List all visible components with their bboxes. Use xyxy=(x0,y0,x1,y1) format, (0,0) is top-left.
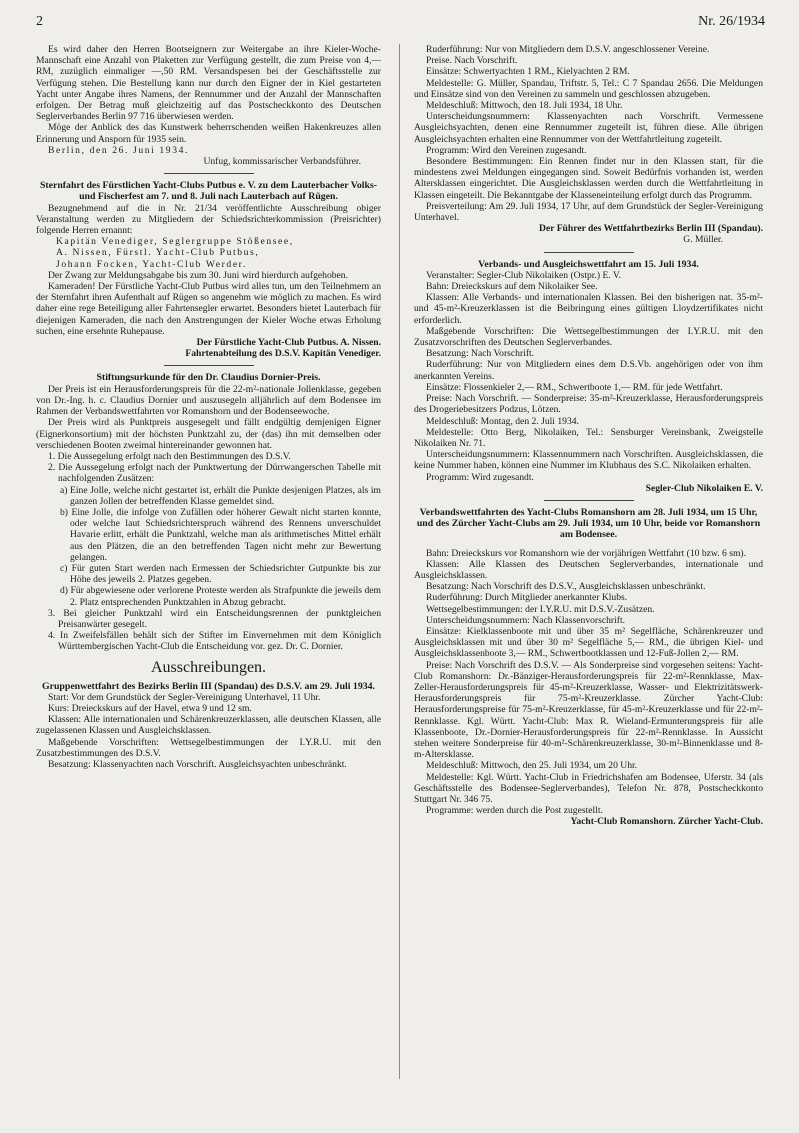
romanshorn-signature: Yacht-Club Romanshorn. Zürcher Yacht-Club. xyxy=(570,816,763,828)
sternfahrt-paragraph: Bezugnehmend auf die in Nr. 21/34 veröffentlichte Ausschreibung obiger Veranstaltung werden zu Mitgliedern der Schiedsrichterkommission (Preisrichter) folgende Herren ernannt: xyxy=(36,202,381,237)
stiftung-paragraph: Der Preis ist ein Herausforderungspreis für die 22-m²-nationale Jollenklasse, gegeben von Dr.-Ing. h. c. Claudius Dornier und auszusegeln alljährlich auf dem Bodensee im Rahmen der Verbandswettfahrten vor Romanshorn und der Bodenseewoche. xyxy=(36,383,381,418)
section-title-gruppenwettfahrt: Gruppenwettfahrt des Bezirks Berlin III (Spandau) des D.S.V. am 29. Juli 1934. xyxy=(42,680,375,692)
rule-item: 2. Die Aussegelung erfolgt nach der Punktwertung der Dürrwangerschen Tabelle mit nachfolgenden Zusätzen: xyxy=(48,462,381,485)
issue-number: Nr. 26/1934 xyxy=(698,14,765,29)
regatta-detail: Klassen: Alle internationalen und Schärenkreuzerklassen, alle deutschen Klassen, alle zugelassenen Klassen und Ausgleichsklassen. xyxy=(36,714,381,737)
regatta-detail: Meldestelle: Kgl. Württ. Yacht-Club in Friedrichshafen am Bodensee, Uferstr. 34 (als Geschäftsstelle des Bodensee-Seglerverbandes), Telefon Nr. 878, Postscheckkonto Stuttgart Nr. 346 75. xyxy=(414,771,763,805)
bezirk-signature: Der Führer des Wettfahrtbezirks Berlin III (Spandau). xyxy=(539,223,763,235)
regatta-detail: Ruderführung: Durch Mitglieder anerkannter Klubs. xyxy=(426,592,628,604)
regatta-detail: Meldestelle: Otto Berg, Nikolaiken, Tel.: Sensburger Vereinsbank, Zweigstelle Nikolaiken Nr. 71. xyxy=(414,426,763,449)
stiftung-rules-list xyxy=(36,608,381,653)
regatta-detail: Programm: Wird den Vereinen zugesandt. xyxy=(426,144,587,156)
regatta-detail: Maßgebende Vorschriften: Die Wettsegelbestimmungen der I.Y.R.U. mit den Zusatzvorschriften des Deutschen Seglerverbandes. xyxy=(414,325,763,349)
regatta-detail: Preise. Nach Vorschrift. xyxy=(426,55,518,67)
stiftung-subrules-list xyxy=(36,485,381,608)
regatta-detail: Unterscheidungsnummern: Nach Klassenvorschrift. xyxy=(426,614,626,626)
intro-paragraph: Möge der Anblick des das Kunstwerk beherrschenden weißen Hakenkreuzes allen Erinnerung und Ansporn für 1935 sein. xyxy=(36,122,381,145)
regatta-detail: Wettsegelbestimmungen: der I.Y.R.U. mit D.S.V.-Zusätzen. xyxy=(426,603,655,615)
sternfahrt-paragraph: Kameraden! Der Fürstliche Yacht-Club Putbus wird alles tun, um den Teilnehmern an der Sternfahrt ihren Aufenthalt auf Rügen so angenehm wie möglich zu machen. Es wird daher eine rege Beteiligung aller Fahrtensegler erwartet. Besonders bietet Lauterbach für diejenigen Kameraden, die nach den Anstrengungen der Kieler Woche etwas Erholung suchen, eine ersehnte Ruhepause. xyxy=(36,281,381,337)
regatta-detail: Preise: Nach Vorschrift. — Sonderpreise: 35-m²-Kreuzerklasse, Herausforderungspreis des Drogeriebesitzers Podzus, Lötzen. xyxy=(414,393,763,416)
regatta-detail: Klassen: Alle Verbands- und internationalen Klassen. Bei den bisherigen nat. 35-m²- und 45-m²-Kreuzerklassen ist die Beibringung eines gültigen Lloydzertifikates nicht erforderlich. xyxy=(414,292,763,326)
judge-name: Kapitän Venediger, Seglergruppe Stößensee, xyxy=(56,236,294,248)
regatta-detail: Start: Vor dem Grundstück der Segler-Vereinigung Unterhavel, 11 Uhr. xyxy=(48,691,321,703)
regatta-detail: Bahn: Dreieckskurs vor Romanshorn wie der vorjährigen Wettfahrt (10 bzw. 6 sm). xyxy=(426,547,747,559)
stiftung-paragraph: Der Preis wird als Punktpreis ausgesegelt und fällt endgültig demjenigen Eigner (Eignerkonsortium) mit der höchsten Punktzahl zu, der (das) ihn mit demselben oder verschiedenen Booten zweimal hintereinander gewonnen hat. xyxy=(36,417,381,451)
subrule-item: a) Eine Jolle, welche nicht gestartet ist, erhält die Punkte desjenigen Platzes, als im ganzen Jollen der betreffenden Klasse gemeldet sind. xyxy=(60,484,381,507)
regatta-detail: Programm: Wird zugesandt. xyxy=(426,471,534,483)
section-rule xyxy=(544,500,634,501)
subrule-item: c) Für guten Start werden nach Ermessen der Schiedsrichter Gutpunkte bis zur Höhe des jeweils 2. Platzes gegeben. xyxy=(60,562,381,586)
judge-name: Johann Focken, Yacht-Club Werder. xyxy=(56,258,247,270)
column-divider xyxy=(399,44,400,1079)
judges-list xyxy=(36,236,381,270)
regatta-detail: Kurs: Dreieckskurs auf der Havel, etwa 9 und 12 sm. xyxy=(48,702,252,714)
regatta-detail: Meldeschluß: Mittwoch, den 25. Juli 1934, um 20 Uhr. xyxy=(426,760,638,772)
rule-item: 4. In Zweifelsfällen behält sich der Stifter im Einvernehmen mit dem Königlich Württembergischen Yacht-Club die Entscheidung vor. gez. Dr. C. Dornier. xyxy=(48,630,381,653)
section-title-nikolaiken: Verbands- und Ausgleichswettfahrt am 15. Juli 1934. xyxy=(478,258,699,270)
regatta-detail: Meldeschluß: Mittwoch, den 18. Juli 1934, 18 Uhr. xyxy=(426,100,623,112)
section-title-sternfahrt: Sternfahrt des Fürstlichen Yacht-Clubs Putbus e. V. zu dem Lauterbacher Volks- und Fischerfest am 7. und 8. Juli nach Lauterbach auf Rügen. xyxy=(39,180,378,203)
regatta-detail: Unterscheidungsnummern: Klassennummern nach Vorschriften. Ausgleichsklassen, die keine Nummer haben, können eine Nummer im Klubhaus des S.C. Nikolaiken erhalten. xyxy=(414,449,763,472)
regatta-detail: Maßgebende Vorschriften: Wettsegelbestimmungen der I.Y.R.U. mit den Zusatzbestimmungen des D.S.V. xyxy=(36,736,381,759)
rule-item: 3. Bei gleicher Punktzahl wird ein Entscheidungsrennen der punktgleichen Preisanwärter gesegelt. xyxy=(48,607,381,630)
regatta-detail: Preisverteilung: Am 29. Juli 1934, 17 Uhr, auf dem Grundstück der Segler-Vereinigung Unterhavel. xyxy=(414,200,763,224)
regatta-detail: Veranstalter: Segler-Club Nikolaiken (Ostpr.) E. V. xyxy=(426,269,622,281)
bezirk-signature-name: G. Müller. xyxy=(683,234,723,246)
regatta-detail: Klassen: Alle Klassen des Deutschen Seglerverbandes, internationale und Ausgleichsklassen. xyxy=(414,558,763,581)
regatta-detail: Einsätze: Flossenkieler 2,— RM., Schwertboote 1,— RM. für jede Wettfahrt. xyxy=(426,381,723,393)
regatta-detail: Ruderführung: Nur von Mitgliedern eines dem D.S.Vb. angehörigen oder von ihm anerkannten Vereins. xyxy=(414,359,763,382)
judge-name: A. Nissen, Fürstl. Yacht-Club Putbus, xyxy=(56,247,260,259)
section-rule xyxy=(164,173,254,174)
regatta-detail: Programme: werden durch die Post zugestellt. xyxy=(426,805,603,817)
regatta-detail: Besondere Bestimmungen: Ein Rennen findet nur in den Klassen statt, für die mindestens zwei Meldungen eingegangen sind. Soweit Bedürfnis vorhanden ist, werden Altersklassen eingerichtet. Die Ausgleichsklassen werden durch die Wettfahrtleitung in Klassen eingeteilt. Die Bekanntgabe der Klasseneinteilung erfolgt durch das Programm. xyxy=(414,156,763,201)
regatta-detail: Besatzung: Klassenyachten nach Vorschrift. Ausgleichsyachten unbeschränkt. xyxy=(48,758,347,770)
regatta-detail: Einsätze: Schwertyachten 1 RM., Kielyachten 2 RM. xyxy=(426,66,630,78)
regatta-detail: Bahn: Dreieckskurs auf dem Nikolaiker See. xyxy=(426,281,598,293)
sternfahrt-signature: Fahrtenabteilung des D.S.V. Kapitän Venediger. xyxy=(185,348,381,360)
intro-place-date: Berlin, den 26. Juni 1934. xyxy=(48,144,189,156)
subrule-item: b) Eine Jolle, die infolge von Zufällen oder höherer Gewalt nicht starten konnte, oder welche laut Schiedsrichterspruch während des Rennens unverschuldet Havarie erlitt, erhält die Punktzahl, welche man als arithmetisches Mittel erhält aus den Plätzen, die an den betreffenden Tagen nicht mehr zur Bewertung gelangen. xyxy=(60,506,381,563)
right-column xyxy=(414,44,763,1104)
regatta-detail: Meldestelle: G. Müller, Spandau, Triftstr. 5, Tel.: C 7 Spandau 2656. Die Meldungen und Einsätze sind von den Vereinen zu sammeln und geschlossen abzugeben. xyxy=(414,77,763,100)
regatta-detail: Einsätze: Kielklassenboote mit und über 35 m² Segelfläche, Schärenkreuzer und Ausgleichsklassen mit und über 30 m² Segelfläche 5,— RM., die übrigen Kiel- und Ausgleichsklassenboote 3,— RM., Schwertbootklassen und 12-Fuß-Jollen 2,— RM. xyxy=(414,625,763,660)
page-number: 2 xyxy=(36,14,43,29)
nikolaiken-signature: Segler-Club Nikolaiken E. V. xyxy=(645,482,763,494)
section-rule xyxy=(544,252,634,253)
left-column xyxy=(36,44,381,1104)
intro-signature: Unfug, kommissarischer Verbandsführer. xyxy=(203,156,361,168)
regatta-detail: Unterscheidungsnummern: Klassenyachten nach Vorschrift. Vermessene Ausgleichsyachten, denen eine Rennummer zugeteilt ist, führen diese. Alle übrigen Ausgleichsyachten erhalten eine Rennummer von der Wettfahrtleitung zugeteilt. xyxy=(414,111,763,145)
section-heading-ausschreibungen: Ausschreibungen. xyxy=(150,658,267,676)
spacer xyxy=(414,541,763,548)
section-rule xyxy=(164,365,254,366)
sternfahrt-signature: Der Fürstliche Yacht-Club Putbus. A. Nissen. xyxy=(196,337,381,349)
stiftung-rules-list xyxy=(36,451,381,485)
intro-paragraph: Es wird daher den Herren Bootseignern zur Weitergabe an ihre Kieler-Woche-Mannschaft eine Anzahl von Plaketten zur Verfügung gestellt, die zum Preise von 4,— RM, zuzüglich einmaliger —,50 RM. Versandspesen bei der Geschäftsstelle zur Verfügung stehen. Die Bestellung kann nur durch den Eigner der in Kiel gestarteten Yacht unter Angabe ihres Namens, der Rennummer und der Anzahl der Mannschaften erfolgen. Der Betrag muß gleichzeitig auf das Postscheckkonto des Deutschen Seglerverbandes Berlin 97 716 überwiesen werden. xyxy=(36,44,381,123)
subrule-item: d) Für abgewiesene oder verlorene Proteste werden als Strafpunkte die jeweils dem 2. Platz entsprechenden Punktzahlen in Abzug gebracht. xyxy=(60,585,381,608)
section-title-romanshorn: Verbandswettfahrten des Yacht-Clubs Romanshorn am 28. Juli 1934, um 15 Uhr, und des Zürcher Yacht-Clubs am 29. Juli 1934, um 10 Uhr, beide vor Romanshorn am Bodensee. xyxy=(416,506,761,541)
regatta-detail: Ruderführung: Nur von Mitgliedern dem D.S.V. angeschlossener Vereine. xyxy=(426,44,710,55)
regatta-detail: Meldeschluß: Montag, den 2. Juli 1934. xyxy=(426,415,579,427)
regatta-detail: Preise: Nach Vorschrift des D.S.V. — Als Sonderpreise sind vorgesehen seitens: Yacht-Club Romanshorn: Dr.-Bänziger-Herausforderungspreis für 22-m²-Rennklasse, Max-Zeller-Herausforderungspreis für 45-m²-Kreuzerklasse, Wasser- und Elektrizitätswerk-Herausforderungspreis für 75-m²-Kreuzerklasse. Zürcher Yacht-Club: Herausforderungspreise für 75-m²-Kreuzerklasse, für 45-m²-Kreuzerklasse und für 22-m²-Rennklasse. Kgl. Württ. Yacht-Club: Max R. Wieland-Ermunterungspreis für alle Klassenboote, Dr.-Dornier-Herausforderungspreis für 22-m²-Rennklasse. In Aussicht stehen weitere Sonderpreise für 40-m²-Schärenkreuzerklasse, 30-m²-Binnenklasse und 8-m-Altersklasse. xyxy=(414,659,763,761)
sternfahrt-paragraph: Der Zwang zur Meldungsabgabe bis zum 30. Juni wird hierdurch aufgehoben. xyxy=(48,269,348,281)
rule-item: 1. Die Aussegelung erfolgt nach den Bestimmungen des D.S.V. xyxy=(48,450,291,462)
section-title-stiftungsurkunde: Stiftungsurkunde für den Dr. Claudius Dornier-Preis. xyxy=(96,372,321,384)
regatta-detail: Besatzung: Nach Vorschrift des D.S.V., Ausgleichsklassen unbeschränkt. xyxy=(426,581,706,593)
regatta-detail: Besatzung: Nach Vorschrift. xyxy=(426,348,535,360)
